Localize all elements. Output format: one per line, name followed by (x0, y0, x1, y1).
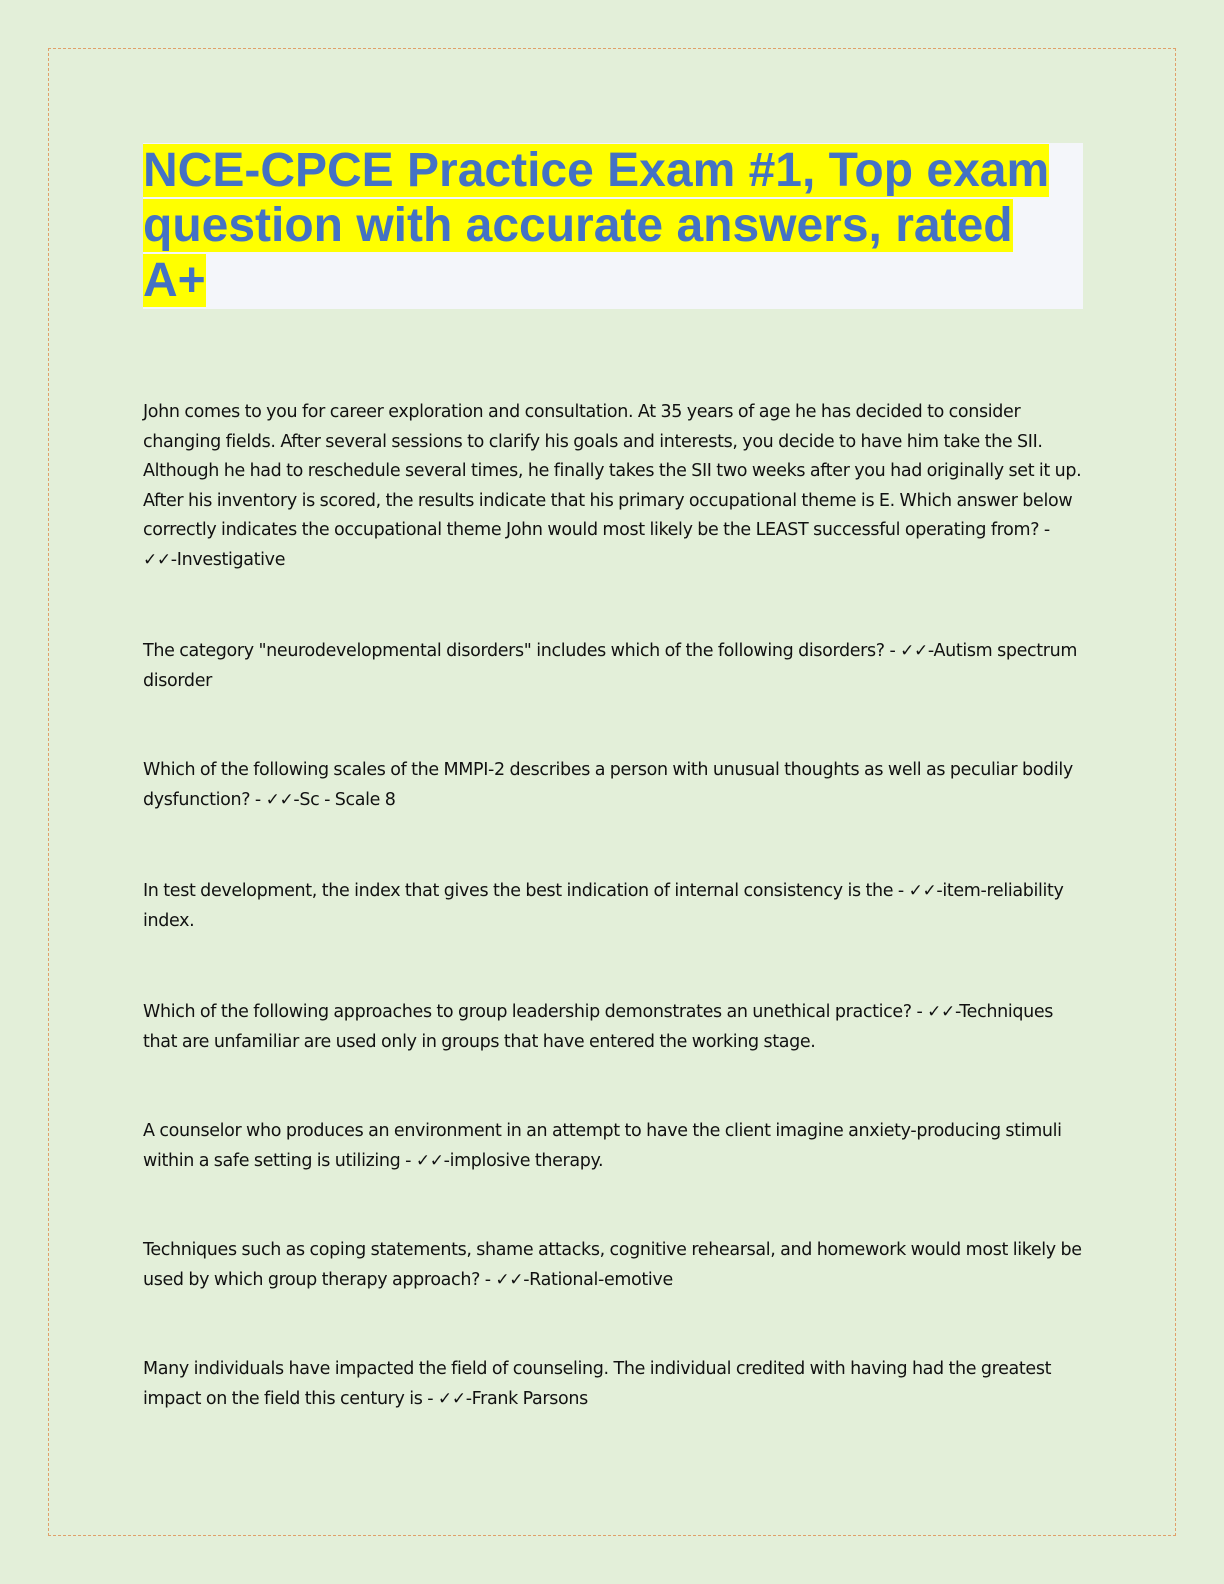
qa-item (143, 1355, 1083, 1414)
question-text: Which of the following approaches to group leadership demonstrates an unethical practice? (143, 1002, 912, 1022)
separator: - (884, 641, 901, 661)
question-text: Many individuals have impacted the field of counseling. The individual credited with having had the greatest impact on the field this century is (143, 1359, 1052, 1409)
double-check-icon: ✓✓ (265, 789, 294, 810)
question-text: In test development, the index that gives the best indication of internal consistency is the (143, 881, 894, 901)
question-text: John comes to you for career exploration and consultation. At 35 years of age he has decided to consider changing fields. After several sessions to clarify his goals and interests, you decide to have him take the SII. Although he had to reschedule several times, he finally takes the SII two weeks after you had originally set it up. After his inventory is scored, the results indicate that his primary occupational theme is E. Which answer below correctly indicates the occupational theme John would most likely be the LEAST successful operating from? (143, 402, 1082, 540)
qa-item (143, 398, 1083, 575)
answer-text: -Techniques that are unfamiliar are used only in groups that have entered the working stage. (143, 1002, 1054, 1052)
answer-text: -Autism spectrum disorder (143, 641, 1078, 691)
question-text: A counselor who produces an environment in an attempt to have the client imagine anxiety-producing stimuli within a safe setting is utilizing (143, 1121, 1062, 1171)
answer-text: -Rational-emotive (523, 1269, 673, 1290)
question-text: Techniques such as coping statements, shame attacks, cognitive rehearsal, and homework would most likely be used by which group therapy approach? (143, 1240, 1082, 1290)
qa-item (143, 1236, 1083, 1295)
qa-item (143, 1117, 1083, 1176)
double-check-icon: ✓✓ (927, 1002, 955, 1022)
qa-item (143, 877, 1083, 936)
question-text: Which of the following scales of the MMPI-2 describes a person with unusual thoughts as well as peculiar bodily dysfunction? (143, 760, 1073, 810)
separator: - (480, 1269, 496, 1290)
separator: - (911, 1002, 928, 1022)
double-check-icon: ✓✓ (143, 549, 171, 570)
double-check-icon: ✓✓ (900, 641, 928, 661)
page-title (143, 143, 1078, 308)
answer-text: -Sc - Scale 8 (293, 789, 396, 810)
separator: - (893, 881, 909, 901)
page-title-text: NCE-CPCE Practice Exam #1, Top exam question with accurate answers, rated A+ (143, 144, 1050, 307)
double-check-icon: ✓✓ (415, 1150, 444, 1171)
separator: - (250, 789, 266, 810)
answer-text: -Frank Parsons (465, 1388, 588, 1409)
double-check-icon: ✓✓ (437, 1388, 466, 1409)
separator: - (1039, 520, 1050, 540)
qa-item (143, 756, 1083, 815)
question-text: The category "neurodevelopmental disorders" includes which of the following disorders? (143, 641, 885, 661)
separator: - (400, 1150, 416, 1171)
separator: - (422, 1388, 438, 1409)
title-block (143, 143, 1083, 309)
answer-text: -Investigative (170, 549, 286, 570)
qa-item (143, 998, 1083, 1057)
double-check-icon: ✓✓ (495, 1269, 524, 1290)
double-check-icon: ✓✓ (908, 881, 937, 901)
answer-text: -item-reliability index. (143, 881, 1064, 931)
qa-list (143, 398, 1083, 1414)
qa-item (143, 637, 1083, 696)
answer-text: -implosive therapy. (443, 1150, 604, 1171)
